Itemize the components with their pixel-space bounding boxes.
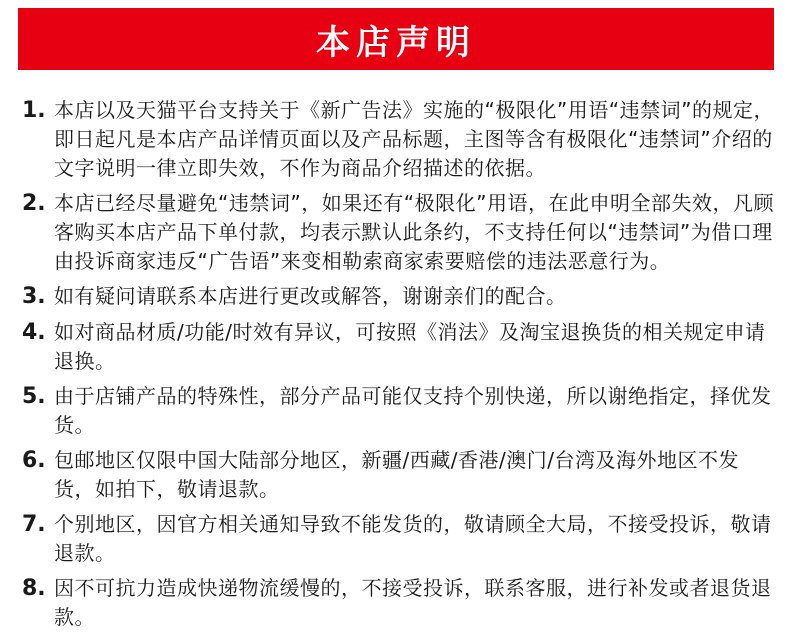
item-number: 5.: [22, 384, 46, 409]
item-number: 2.: [22, 191, 46, 216]
item-number: 8.: [22, 576, 46, 601]
list-item: [22, 510, 774, 568]
list-item: [22, 382, 774, 440]
item-number: 6.: [22, 448, 46, 473]
item-number: 3.: [22, 284, 46, 309]
list-item: [22, 282, 774, 312]
item-text: 如有疑问请联系本店进行更改或解答，谢谢亲们的配合。: [54, 284, 567, 308]
page-title: 本店声明: [316, 22, 476, 63]
list-item: [22, 96, 774, 183]
item-text: 如对商品材质/功能/时效有异议，可按照《消法》及淘宝退换货的相关规定申请退换。: [54, 320, 766, 373]
item-text: 本店以及天猫平台支持关于《新广告法》实施的“极限化”用语“违禁词”的规定，即日起凡是本店产品详情页面以及产品标题，主图等含有极限化“违禁词”介绍的文字说明一律立即失效，不作为商品介绍描述的依据。: [54, 98, 774, 180]
item-number: 4.: [22, 320, 46, 345]
item-text: 包邮地区仅限中国大陆部分地区，新疆/西藏/香港/澳门/台湾及海外地区不发货，如拍下，敬请退款。: [54, 448, 739, 501]
list-item: [22, 318, 774, 376]
item-text: 本店已经尽量避免“违禁词”，如果还有“极限化”用语，在此申明全部失效，凡顾客购买本店产品下单付款，均表示默认此条约，不支持任何以“违禁词”为借口理由投诉商家违反“广告语”来变相勒索商家索要赔偿的违法恶意行为。: [54, 191, 774, 273]
item-text: 个别地区，因官方相关通知导致不能发货的，敬请顾全大局，不接受投诉，敬请退款。: [54, 512, 772, 565]
item-text: 因不可抗力造成快递物流缓慢的，不接受投诉，联系客服，进行补发或者退货退款。: [54, 576, 772, 629]
list-item: [22, 446, 774, 504]
header-banner: [18, 8, 774, 70]
list-item: [22, 189, 774, 276]
item-number: 7.: [22, 512, 46, 537]
item-text: 由于店铺产品的特殊性，部分产品可能仅支持个别快递，所以谢绝指定，择优发货。: [54, 384, 772, 437]
item-number: 1.: [22, 98, 46, 123]
statement-list: [22, 96, 774, 638]
list-item: [22, 574, 774, 632]
